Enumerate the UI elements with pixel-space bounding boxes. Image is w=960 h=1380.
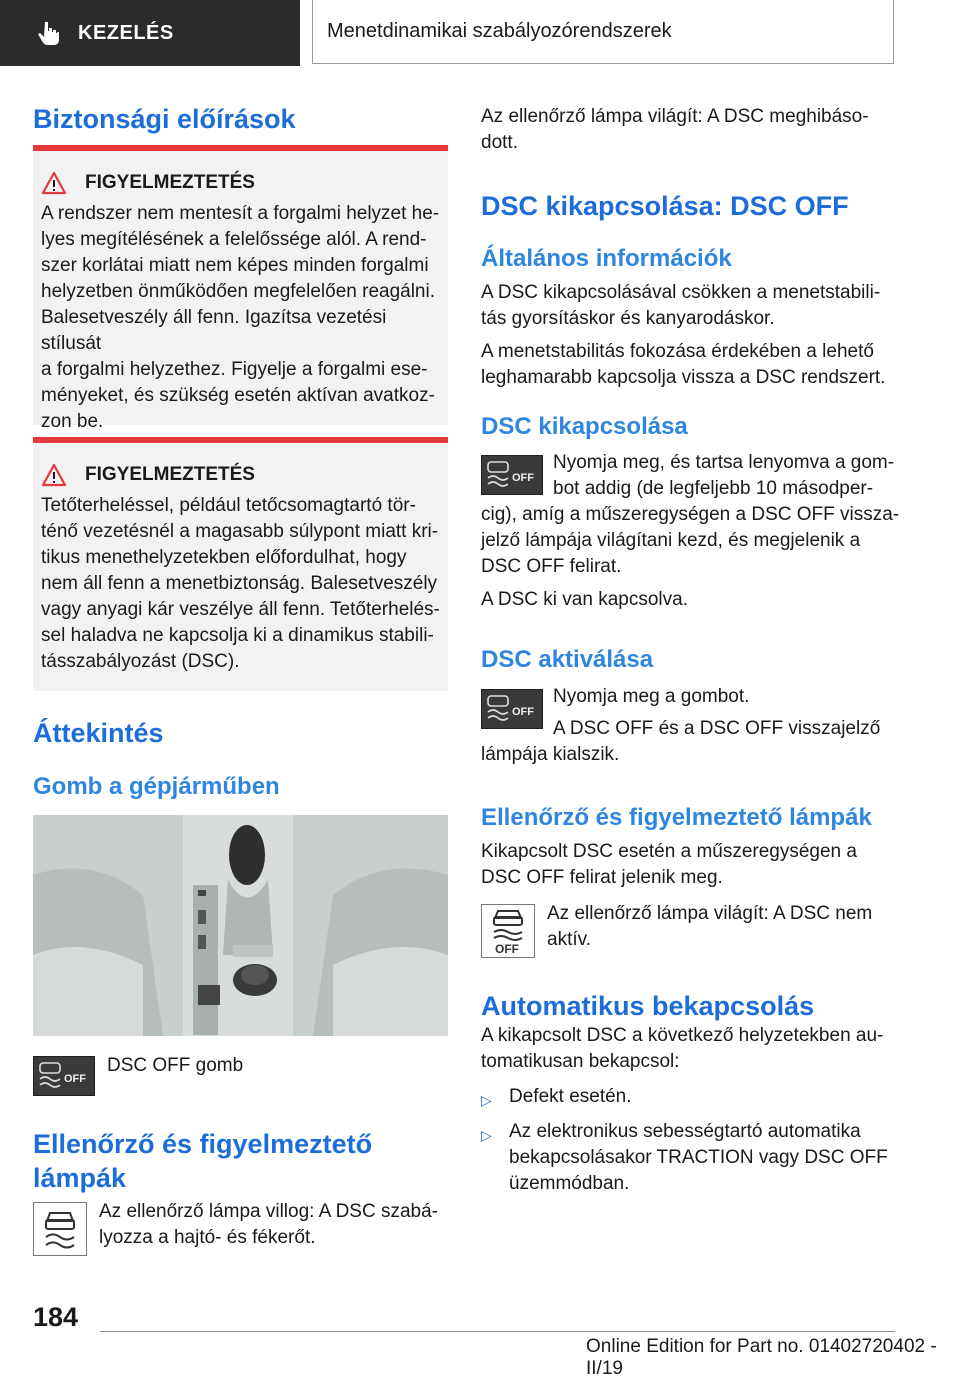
dsc-disable-title: DSC kikapcsolása bbox=[481, 413, 688, 440]
dsc-off-button-icon bbox=[481, 689, 543, 729]
lamps-text bbox=[481, 839, 901, 891]
lamp-on-text bbox=[547, 901, 892, 953]
spacer bbox=[481, 332, 901, 339]
warning-box-2 bbox=[33, 437, 448, 691]
center-console-illustration bbox=[33, 815, 448, 1036]
text-line: aktív. bbox=[547, 929, 591, 950]
dsc-off-button-caption: DSC OFF gomb bbox=[107, 1055, 244, 1076]
warning-label: FIGYELMEZTETÉS bbox=[85, 172, 255, 193]
warning-triangle-icon bbox=[41, 171, 67, 195]
warning-line: tásszabályozást (DSC). bbox=[41, 651, 240, 672]
footer-divider bbox=[100, 1331, 895, 1332]
icon-off-label: OFF bbox=[512, 472, 534, 484]
overview-title: Áttekintés bbox=[33, 718, 164, 748]
text-line: A kikapcsolt DSC a következő helyzetekben au- bbox=[481, 1025, 884, 1046]
auto-enable-list bbox=[481, 1084, 901, 1197]
warning-line: A rendszer nem mentesít a forgalmi helyzet he- bbox=[41, 203, 440, 224]
warning-header bbox=[33, 151, 448, 195]
list-item-text: Defekt esetén. bbox=[509, 1086, 632, 1107]
lamp-text-line: Az ellenőrző lámpa villog: A DSC szabá- bbox=[99, 1201, 438, 1222]
warning-line: vagy anyagi kár veszélye áll fenn. Tetőterhelés- bbox=[41, 599, 440, 620]
list-item bbox=[481, 1084, 901, 1113]
text-line: DSC OFF felirat. bbox=[481, 556, 622, 577]
text-line: cig), amíg a műszeregységen a DSC OFF vissza- bbox=[481, 504, 900, 525]
dsc-disable-text-a bbox=[553, 450, 898, 502]
warning-header bbox=[33, 443, 448, 487]
text-line: bot addig (de legfeljebb 10 másodper- bbox=[553, 478, 874, 499]
text-line: Nyomja meg a gombot. bbox=[553, 686, 750, 707]
text-line: DSC OFF felirat jelenik meg. bbox=[481, 867, 723, 888]
text-line: tás gyorsításkor és kanyarodáskor. bbox=[481, 308, 775, 329]
text-line: A menetstabilitás fokozása érdekében a lehető bbox=[481, 341, 874, 362]
warning-line: Tetőterheléssel, például tetőcsomagtartó tör- bbox=[41, 495, 416, 516]
list-item-text bbox=[509, 1119, 888, 1197]
dsc-activate-text-a bbox=[553, 684, 898, 742]
warning-box-1 bbox=[33, 145, 448, 432]
warning-line: nem áll fenn a menetbiztonság. Balesetveszély bbox=[41, 573, 438, 594]
text-line: bekapcsolásakor TRACTION vagy DSC OFF bbox=[509, 1147, 888, 1168]
page-header bbox=[0, 0, 960, 66]
warning-text bbox=[33, 487, 448, 675]
text-line: Az ellenőrző lámpa világít: A DSC meghibáso- bbox=[481, 106, 869, 127]
lamps-title-right: Ellenőrző és figyelmeztető lámpák bbox=[481, 804, 872, 831]
safety-title-text: Biztonsági előírások bbox=[33, 104, 296, 134]
bullet-triangle-icon: ▷ bbox=[481, 1092, 492, 1108]
general-info-title: Általános információk bbox=[481, 245, 732, 272]
lamp-flashing-text bbox=[99, 1199, 444, 1251]
icon-off-label: OFF bbox=[512, 706, 534, 718]
lamp-fault-text bbox=[481, 104, 901, 156]
warning-line: ményeket, és szükség esetén aktívan avatkoz- bbox=[41, 385, 435, 406]
general-info-text bbox=[481, 280, 901, 391]
lamps-title-line: Ellenőrző és figyelmeztető bbox=[33, 1129, 373, 1159]
warning-line: a forgalmi helyzethez. Figyelje a forgalmi ese- bbox=[41, 359, 428, 380]
auto-enable-text bbox=[481, 1023, 901, 1075]
text-line: tomatikusan bekapcsol: bbox=[481, 1051, 680, 1072]
hand-pointer-icon bbox=[38, 21, 60, 45]
warning-line: helyzetben önműködően megfelelően reagálni. bbox=[41, 281, 435, 302]
lamps-title-line: lámpák bbox=[33, 1163, 127, 1193]
bullet-triangle-icon: ▷ bbox=[481, 1127, 492, 1143]
text-line: Nyomja meg, és tartsa lenyomva a gom- bbox=[553, 452, 895, 473]
icon-off-label: OFF bbox=[64, 1073, 86, 1085]
lamp-text-line: lyozza a hajtó- és fékerőt. bbox=[99, 1227, 316, 1248]
warning-line: Balesetveszély áll fenn. Igazítsa vezetési stílusát bbox=[41, 307, 387, 354]
warning-triangle-icon bbox=[41, 463, 67, 487]
section-title-safety bbox=[33, 102, 448, 136]
text-line: jelző lámpája világítani kezd, és megjelenik a bbox=[481, 530, 861, 551]
section-tab bbox=[0, 0, 300, 66]
text-line: A DSC kikapcsolásával csökken a menetstabili- bbox=[481, 282, 881, 303]
dsc-activate-text-b: lámpája kialszik. bbox=[481, 744, 620, 765]
auto-enable-title: Automatikus bekapcsolás bbox=[481, 991, 815, 1021]
text-line: üzemmódban. bbox=[509, 1173, 630, 1194]
warning-line: tikus menethelyzetekben előfordulhat, hogy bbox=[41, 547, 407, 568]
text-line: A DSC ki van kapcsolva. bbox=[481, 589, 688, 610]
text-line: Az ellenőrző lámpa világít: A DSC nem bbox=[547, 903, 873, 924]
warning-line: sel haladva ne kapcsolja ki a dinamikus stabili- bbox=[41, 625, 434, 646]
text-line: leghamarabb kapcsolja vissza a DSC rendszert. bbox=[481, 367, 886, 388]
edition-note: Online Edition for Part no. 01402720402 - II/19 bbox=[586, 1336, 937, 1379]
dsc-off-button-icon bbox=[481, 455, 543, 495]
dsc-warning-lamp-icon bbox=[33, 1202, 87, 1256]
chapter-tab: Menetdinamikai szabályozórendszerek bbox=[312, 0, 894, 64]
text-line: dott. bbox=[481, 132, 518, 153]
warning-line: ténő vezetésnél a magasabb súlypont miatt kri- bbox=[41, 521, 439, 542]
warning-line: lyes megítélésének a felelőssége alól. A rend- bbox=[41, 229, 427, 250]
dsc-activate-title: DSC aktiválása bbox=[481, 646, 654, 673]
warning-text bbox=[33, 195, 448, 435]
text-line: Kikapcsolt DSC esetén a műszeregységen a bbox=[481, 841, 857, 862]
warning-line: zon be. bbox=[41, 411, 104, 432]
lamps-title-left bbox=[33, 1127, 448, 1195]
icon-off-label: OFF bbox=[495, 942, 519, 956]
button-in-vehicle-title: Gomb a gépjárműben bbox=[33, 773, 280, 800]
dsc-disable-text-b bbox=[481, 502, 901, 613]
dsc-off-title: DSC kikapcsolása: DSC OFF bbox=[481, 191, 849, 221]
center-console-photo bbox=[33, 815, 448, 1036]
page-number: 184 bbox=[33, 1302, 79, 1332]
dsc-off-lamp-icon bbox=[481, 904, 535, 958]
warning-label: FIGYELMEZTETÉS bbox=[85, 464, 255, 485]
text-line: A DSC OFF és a DSC OFF visszajelző bbox=[553, 718, 881, 739]
dsc-off-button-icon bbox=[33, 1056, 95, 1096]
list-item bbox=[481, 1119, 901, 1197]
warning-line: szer korlátai miatt nem képes minden forgalmi bbox=[41, 255, 429, 276]
spacer bbox=[481, 580, 901, 587]
text-line: Az elektronikus sebességtartó automatika bbox=[509, 1121, 861, 1142]
section-tab-label: KEZELÉS bbox=[78, 21, 174, 44]
